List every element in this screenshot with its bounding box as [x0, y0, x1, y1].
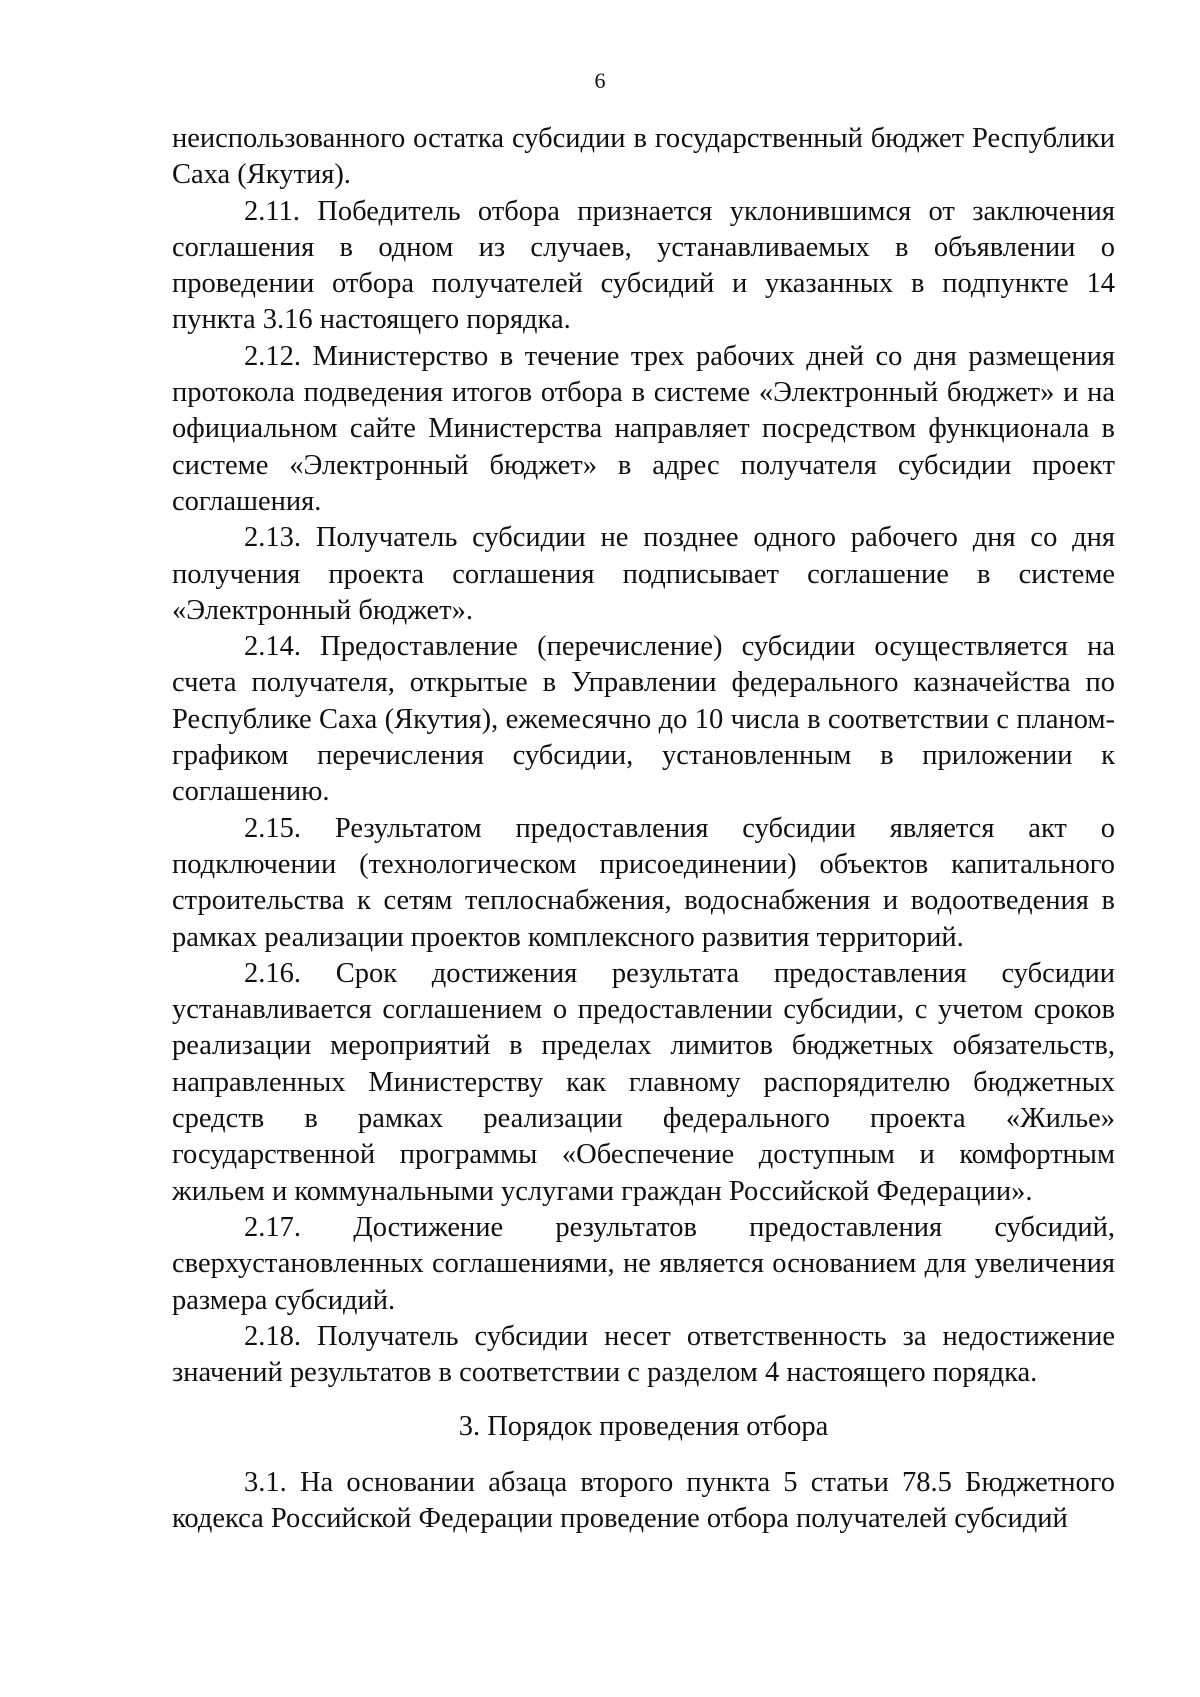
document-body	[172, 121, 1115, 1537]
paragraph-2-16: 2.16. Срок достижения результата предоставления субсидии устанавливается соглашением о предоставлении субсидии, с учетом сроков реализации мероприятий в пределах лимитов бюджетных обязательств, направленных Министерству как главному распорядителю бюджетных средств в рамках реализации федерального проекта «Жилье» государственной программы «Обеспечение доступным и комфортным жильем и коммунальными услугами граждан Российской Федерации».	[172, 957, 1115, 1207]
paragraph-2-17: 2.17. Достижение результатов предоставления субсидий, сверхустановленных соглашениями, не является основанием для увеличения размера субсидий.	[172, 1211, 1115, 1316]
paragraph-2-13: 2.13. Получатель субсидии не позднее одного рабочего дня со дня получения проекта соглашения подписывает соглашение в системе «Электронный бюджет».	[172, 522, 1115, 626]
paragraph-2-12: 2.12. Министерство в течение трех рабочих дней со дня размещения протокола подведения итогов отбора в системе «Электронный бюджет» и на официальном сайте Министерства направляет посредством функционала в системе «Электронный бюджет» в адрес получателя субсидии проект соглашения.	[172, 340, 1115, 517]
paragraph-continuation: неиспользованного остатка субсидии в государственный бюджет Республики Саха (Якутия).	[172, 123, 1115, 191]
page-number: 6	[594, 68, 606, 93]
paragraph-3-1: 3.1. На основании абзаца второго пункта 5 статьи 78.5 Бюджетного кодекса Российской Федерации проведение отбора получателей субсидий	[172, 1466, 1115, 1534]
section-3-heading: 3. Порядок проведения отбора	[458, 1411, 829, 1443]
paragraph-2-14: 2.14. Предоставление (перечисление) субсидии осуществляется на счета получателя, открытые в Управлении федерального казначейства по Республике Саха (Якутия), ежемесячно до 10 числа в соответствии с планом-графиком перечисления субсидии, установленным в приложении к соглашению.	[172, 631, 1115, 808]
paragraph-2-18: 2.18. Получатель субсидии несет ответственность за недостижение значений результатов в соответствии с разделом 4 настоящего порядка.	[172, 1320, 1115, 1389]
paragraph-2-15: 2.15. Результатом предоставления субсидии является акт о подключении (технологическом присоединении) объектов капитального строительства к сетям теплоснабжения, водоснабжения и водоотведения в рамках реализации проектов комплексного развития территорий.	[172, 812, 1115, 953]
paragraph-2-11: 2.11. Победитель отбора признается уклонившимся от заключения соглашения в одном из случаев, устанавливаемых в объявлении о проведении отбора получателей субсидий и указанных в подпункте 14 пункта 3.16 настоящего порядка.	[172, 195, 1115, 336]
